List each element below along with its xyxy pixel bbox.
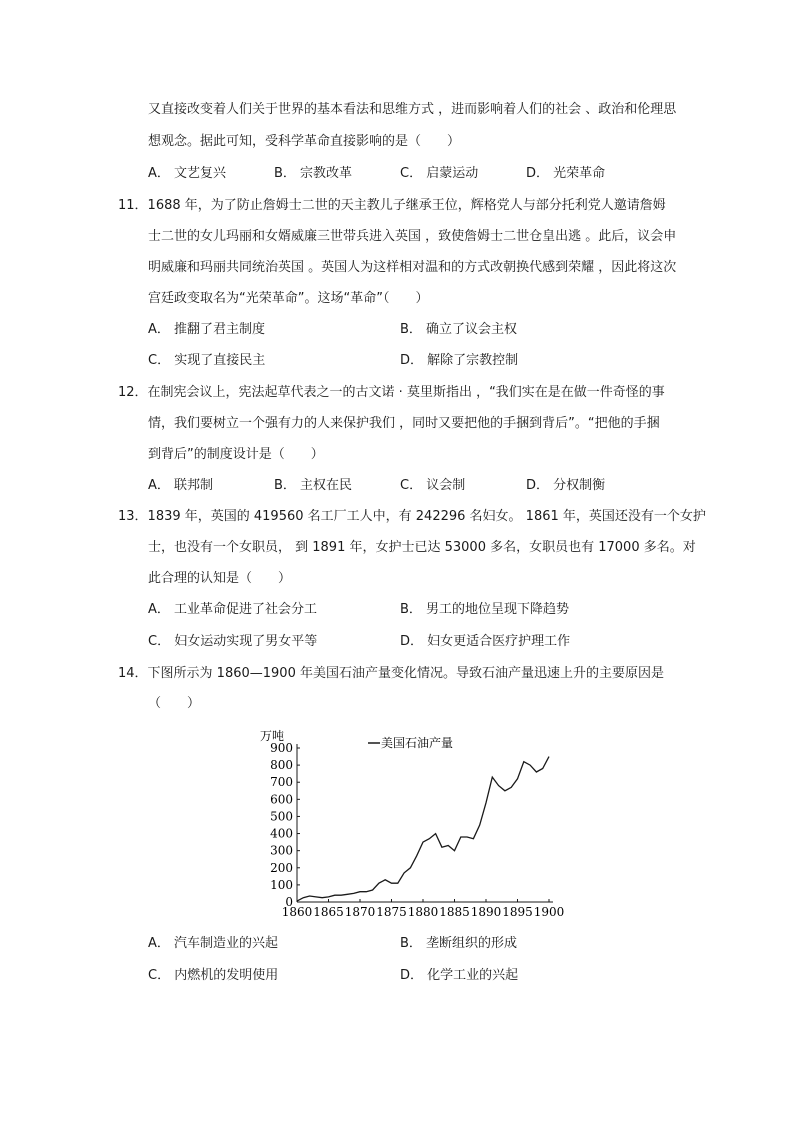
y-tick-label: 800 [270,758,293,773]
x-tick-label: 1870 [344,905,376,919]
q13-option-b[interactable]: B． 男工的地位呈现下降趋势 [400,602,570,617]
q12-text-line2: 情，我们要树立一个强有力的人来保护我们 ，同时又要把他的手捆到背后”。“把他的手捆 [148,416,660,431]
x-tick-label: 1900 [533,905,565,919]
q14-text-line2: （ ） [148,696,201,711]
q12-text-line1: 12．在制宪会议上，宪法起草代表之一的古文诺 · 莫里斯指出 ，“我们实在是在做一件奇怪的事 [118,385,665,400]
x-tick-label: 1875 [376,905,407,919]
y-tick-label: 500 [270,809,293,824]
q12-option-a[interactable]: A． 联邦制 [148,478,214,493]
y-tick-label: 0 [285,895,293,909]
x-tick-label: 1860 [281,905,313,919]
q11-text-line2: 士二世的女儿玛丽和女婿威廉三世带兵进入英国 ，致使詹姆士二世仓皇出逃 。此后，议会申 [148,229,677,244]
q14-text-line1: 14．下图所示为 1860—1900 年美国石油产量变化情况。导致石油产量迅速上升的主要原因是 [118,666,664,681]
q13-text-line2: 士，也没有一个女职员， 到 1891 年，女护士已达 53000 多名，女职员也有 17000 多名。对 [148,540,696,555]
x-tick-labels [282,905,565,919]
series-line-us-oil [297,757,549,902]
q11-option-d[interactable]: D． 解除了宗教控制 [400,353,519,368]
q11-option-a[interactable]: A． 推翻了君主制度 [148,322,266,337]
y-tick-label: 700 [270,775,293,790]
q12-option-b[interactable]: B． 主权在民 [274,478,353,493]
q10-text-line2: 想观念。据此可知，受科学革命直接影响的是（ ） [148,134,461,149]
q12-option-c[interactable]: C． 议会制 [400,478,466,493]
q11-option-b[interactable]: B． 确立了议会主权 [400,322,518,337]
q12-text-line3: 到背后”的制度设计是（ ） [148,447,324,462]
q13-option-d[interactable]: D． 妇女更适合医疗护理工作 [400,634,571,649]
y-tick-label: 300 [270,843,293,858]
q11-text-line4: 宫廷政变取名为“光荣革命”。这场“革命”（ ） [148,291,429,306]
q13-text-line1: 13．1839 年，英国的 419560 名工厂工人中，有 242296 名妇女。 1861 年，英国还没有一个女护 [118,509,706,524]
y-tick-label: 600 [270,792,293,807]
x-tick-label: 1865 [313,905,344,919]
q13-option-c[interactable]: C． 妇女运动实现了男女平等 [148,634,318,649]
q14-option-d[interactable]: D． 化学工业的兴起 [400,968,519,983]
x-tick-label: 1895 [502,905,533,919]
y-tick-labels [270,741,293,909]
q10-option-d[interactable]: D． 光荣革命 [526,166,606,181]
legend-label: 美国石油产量 [381,736,454,750]
y-tick-label: 200 [270,860,293,875]
y-tick-label: 400 [270,826,293,841]
x-tick-label: 1880 [407,905,439,919]
q14-option-c[interactable]: C． 内燃机的发明使用 [148,968,279,983]
q10-option-c[interactable]: C． 启蒙运动 [400,166,479,181]
q10-option-b[interactable]: B． 宗教改革 [274,166,353,181]
q10-option-a[interactable]: A． 文艺复兴 [148,166,227,181]
y-tick-label: 100 [270,877,293,892]
q11-text-line1: 11．1688 年，为了防止詹姆士二世的天主教儿子继承王位，辉格党人与部分托利党人邀请詹姆 [118,198,666,213]
chart-axes [297,744,553,902]
q13-text-line3: 此合理的认知是（ ） [148,571,292,586]
x-tick-label: 1885 [439,905,470,919]
q12-option-d[interactable]: D． 分权制衡 [526,478,606,493]
y-tick-label: 900 [270,741,293,755]
q14-option-b[interactable]: B． 垄断组织的形成 [400,936,518,951]
q10-text-line1: 又直接改变着人们关于世界的基本看法和思维方式 ，进而影响着人们的社会 、政治和伦理思 [148,102,677,117]
q11-option-c[interactable]: C． 实现了直接民主 [148,353,266,368]
q13-option-a[interactable]: A． 工业革命促进了社会分工 [148,602,318,617]
y-axis-label: 万吨 [260,729,285,743]
q14-option-a[interactable]: A． 汽车制造业的兴起 [148,936,279,951]
x-tick-label: 1890 [470,905,502,919]
oil-production-chart [256,726,566,922]
q11-text-line3: 明威廉和玛丽共同统治英国 。英国人为这样相对温和的方式改朝换代感到荣耀 ，因此将这次 [148,260,677,275]
